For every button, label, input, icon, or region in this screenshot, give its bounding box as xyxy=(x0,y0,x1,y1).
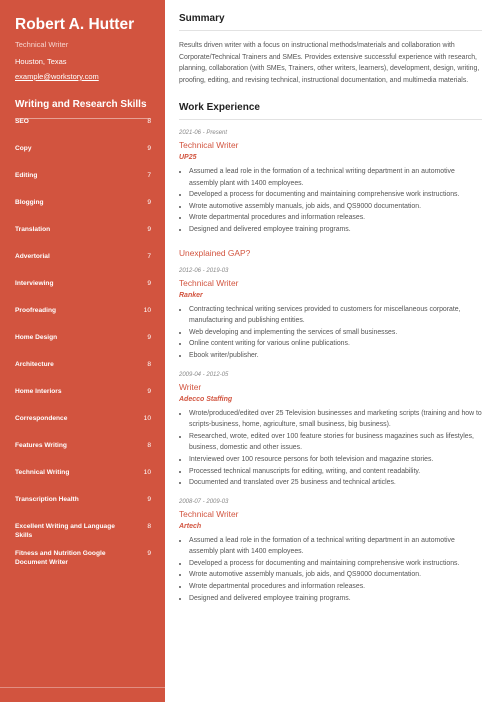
skill-name: Home Interiors xyxy=(15,388,62,395)
job-entry xyxy=(179,130,482,236)
skill-row xyxy=(15,226,151,235)
sidebar xyxy=(0,0,165,702)
job-entry xyxy=(179,372,482,489)
job-date: 2012-06 - 2019-03 xyxy=(179,267,229,274)
job-bullets xyxy=(179,304,482,362)
skill-name: Editing xyxy=(15,172,38,179)
skill-level: 9 xyxy=(147,280,151,287)
job-bullet: • Web developing and implementing the services of small businesses. xyxy=(189,327,482,339)
skill-level: 9 xyxy=(147,496,151,503)
skill-row xyxy=(15,145,151,154)
job-bullets xyxy=(179,535,482,605)
skill-row xyxy=(15,415,151,424)
job-company: Ranker xyxy=(179,291,203,299)
skill-row xyxy=(15,172,151,181)
skill-level: 8 xyxy=(147,361,151,368)
skill-name: Fitness and Nutrition Google Document Writer xyxy=(15,550,106,566)
skill-name: Advertorial xyxy=(15,253,50,260)
skill-name: Architecture xyxy=(15,361,54,368)
skill-name: Correspondence xyxy=(15,415,68,422)
job-bullet: • Online content writing for various online publications. xyxy=(189,338,482,350)
skill-name: Transcription Health xyxy=(15,496,79,503)
skill-row xyxy=(15,388,151,397)
skill-row xyxy=(15,199,151,208)
job-bullet: • Documented and translated over 25 business and technical articles. xyxy=(189,477,482,489)
skill-row xyxy=(15,253,151,262)
job-title: Technical Writer xyxy=(179,508,239,519)
job-bullet: • Assumed a lead role in the formation of a technical writing department in an automotive assembly plant with 1400 employees. xyxy=(189,535,482,558)
job-bullet: • Developed a process for documenting and maintaining comprehensive work instructions. xyxy=(189,189,482,201)
job-company: UP25 xyxy=(179,154,197,161)
job-bullet: • Designed and delivered employee training programs. xyxy=(189,224,482,236)
job-company: Artech xyxy=(179,522,202,530)
skill-level: 9 xyxy=(147,388,151,395)
skill-name: Translation xyxy=(15,226,51,233)
skill-name: Copy xyxy=(15,145,32,152)
job-bullet: • Ebook writer/publisher. xyxy=(189,350,482,362)
skill-row xyxy=(15,469,151,478)
job-date: 2009-04 - 2012-05 xyxy=(179,371,229,378)
skill-level: 10 xyxy=(143,415,151,422)
skill-row xyxy=(15,334,151,343)
job-title: Technical Writer xyxy=(179,140,239,150)
job-title: Writer xyxy=(179,381,202,392)
skill-level: 8 xyxy=(147,118,151,125)
skill-row xyxy=(15,496,151,505)
job-bullets xyxy=(179,408,482,489)
job-title: Technical Writer xyxy=(179,277,239,288)
gap-label: Unexplained GAP? xyxy=(179,247,251,258)
job-bullet: • Developed a process for documenting and maintaining comprehensive work instructions. xyxy=(189,558,482,570)
skill-level: 9 xyxy=(147,226,151,233)
job-bullet: • Wrote departmental procedures and information releases. xyxy=(189,212,482,224)
skill-row xyxy=(15,307,151,316)
skill-name: Interviewing xyxy=(15,280,54,287)
job-bullet: • Contracting technical writing services provided to customers for miscellaneous corporate, manufacturing and publishing entities. xyxy=(189,304,482,327)
job-bullet: • Assumed a lead role in the formation of a technical writing department in an automotive assembly plant with 1400 employees. xyxy=(189,166,482,189)
skill-name: Proofreading xyxy=(15,307,57,314)
job-bullet: • Researched, wrote, edited over 100 feature stories for business magazines such as lifestyles, business, domestic and other issues. xyxy=(189,431,482,454)
job-bullet: • Wrote/produced/edited over 25 Television businesses and marketing scripts (training and how to scripts-business, home, agriculture, small business, big business). xyxy=(189,408,482,431)
sidebar-divider xyxy=(0,687,165,688)
job-date: 2021-06 - Present xyxy=(179,130,228,136)
candidate-role: Technical Writer xyxy=(15,40,69,49)
skill-level: 10 xyxy=(143,307,151,314)
skill-level: 9 xyxy=(147,334,151,341)
skill-level: 7 xyxy=(147,253,151,260)
skill-level: 9 xyxy=(147,199,151,206)
summary-heading: Summary xyxy=(179,13,482,31)
skill-row xyxy=(15,442,151,451)
candidate-name: Robert A. Hutter xyxy=(15,16,135,33)
job-bullet: • Designed and delivered employee training programs. xyxy=(189,593,482,605)
summary-text: Results driven writer with a focus on instructional methods/materials and collaboration with Corporate/Technical Trainers and SMEs. Provides extensive successful experience with research, planning, collaboration (with SMEs, Trainers, other writers, learners), development, design, writing, proofing, editing, and revising technical, instructional documentation, and multimedia materials. xyxy=(179,42,480,84)
skill-name: SEO xyxy=(15,118,29,125)
skill-name: Blogging xyxy=(15,199,44,206)
job-bullet: • Processed technical manuscripts for editing, writing, and content readability. xyxy=(189,466,482,478)
skill-level: 9 xyxy=(147,550,151,557)
skill-level: 8 xyxy=(147,442,151,449)
skill-level: 10 xyxy=(143,469,151,476)
skill-row xyxy=(15,550,151,567)
skill-row xyxy=(15,280,151,289)
job-date: 2008-07 - 2009-03 xyxy=(179,498,229,505)
job-bullets xyxy=(179,166,482,236)
experience-heading: Work Experience xyxy=(179,102,482,120)
job-bullet: • Interviewed over 100 resource persons for both television and magazine stories. xyxy=(189,454,482,466)
job-bullet: • Wrote automotive assembly manuals, job aids, and QS9000 documentation. xyxy=(189,201,482,213)
skill-level: 9 xyxy=(147,145,151,152)
job-bullet: • Wrote departmental procedures and information releases. xyxy=(189,581,482,593)
job-entry xyxy=(179,499,482,605)
job-company: Adecco Staffing xyxy=(179,395,233,403)
skill-name: Home Design xyxy=(15,334,58,341)
skills-heading: Writing and Research Skills xyxy=(15,99,151,119)
skill-name: Technical Writing xyxy=(15,469,70,476)
skill-level: 8 xyxy=(147,523,151,530)
job-entry xyxy=(179,268,482,362)
skill-row xyxy=(15,118,151,127)
skill-level: 7 xyxy=(147,172,151,179)
skill-row xyxy=(15,361,151,370)
skill-row xyxy=(15,523,151,540)
candidate-location: Houston, Texas xyxy=(15,57,67,66)
job-bullet: • Wrote automotive assembly manuals, job aids, and QS9000 documentation. xyxy=(189,569,482,581)
skill-name: Features Writing xyxy=(15,442,67,449)
email-link[interactable]: example@workstory.com xyxy=(15,72,99,81)
skill-name: Excellent Writing and Language Skills xyxy=(15,523,115,539)
main-content xyxy=(165,0,496,702)
